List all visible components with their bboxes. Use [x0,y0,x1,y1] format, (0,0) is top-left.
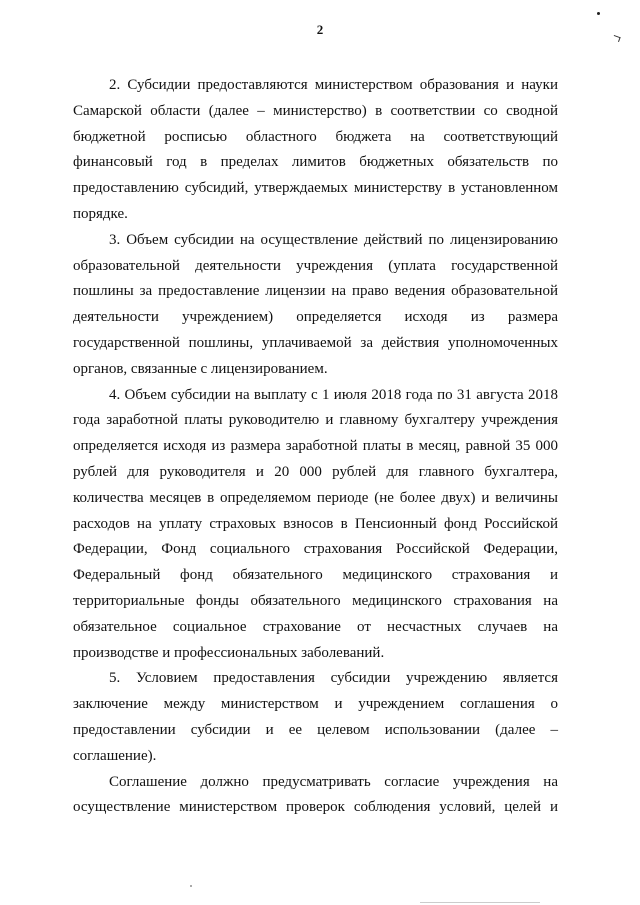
paragraph-2-subsidies-provision: 2. Субсидии предоставляются министерством образования и науки Самарской области (далее – министерство) в соответствии со сводной бюджетной росписью областного бюджета на соответствующий финансовый год в пределах лимитов бюджетных обязательств по предоставлению субсидий, утверждаемых министерству в установленном порядке. [73,77,558,222]
document-body [73,73,558,821]
paragraph-3-licensing-subsidy: 3. Объем субсидии на осуществление действий по лицензированию образовательной деятельности учреждения (уплата государственной пошлины за предоставление лицензии на право ведения образовательной деятельности учреждением) определяется исходя из размера государственной пошлины, уплачиваемой за действия уполномоченных органов, связанные с лицензированием. [73,231,558,377]
paragraph-5-agreement-condition: 5. Условием предоставления субсидии учреждению является заключение между министерством и учреждением соглашения о предоставлении субсидии и ее целевом использовании (далее – соглашение). [73,670,558,764]
scan-artifact [190,885,192,887]
scan-edge-line [420,902,540,903]
paragraph-agreement-consent: Соглашение должно предусматривать согласие учреждения на осуществление министерством проверок соблюдения условий, целей и [73,773,558,816]
page-number: 2 [316,22,324,37]
paragraph-4-salary-subsidy: 4. Объем субсидии на выплату с 1 июля 2018 года по 31 августа 2018 года заработной платы руководителю и главному бухгалтеру учреждения определяется исходя из размера заработной платы в месяц, равной 35 000 рублей для руководителя и 20 000 рублей для главного бухгалтера, количества месяцев в определяемом периоде (не более двух) и величины расходов на уплату страховых взносов в Пенсионный фонд Российской Федерации, Фонд социального страхования Российской Федерации, Федеральный фонд обязательного медицинского страхования и территориальные фонды обязательного медицинского страхования на обязательное социальное страхование от несчастных случаев на производстве и профессиональных заболеваний. [73,386,558,661]
scan-dot-mark [597,12,600,15]
